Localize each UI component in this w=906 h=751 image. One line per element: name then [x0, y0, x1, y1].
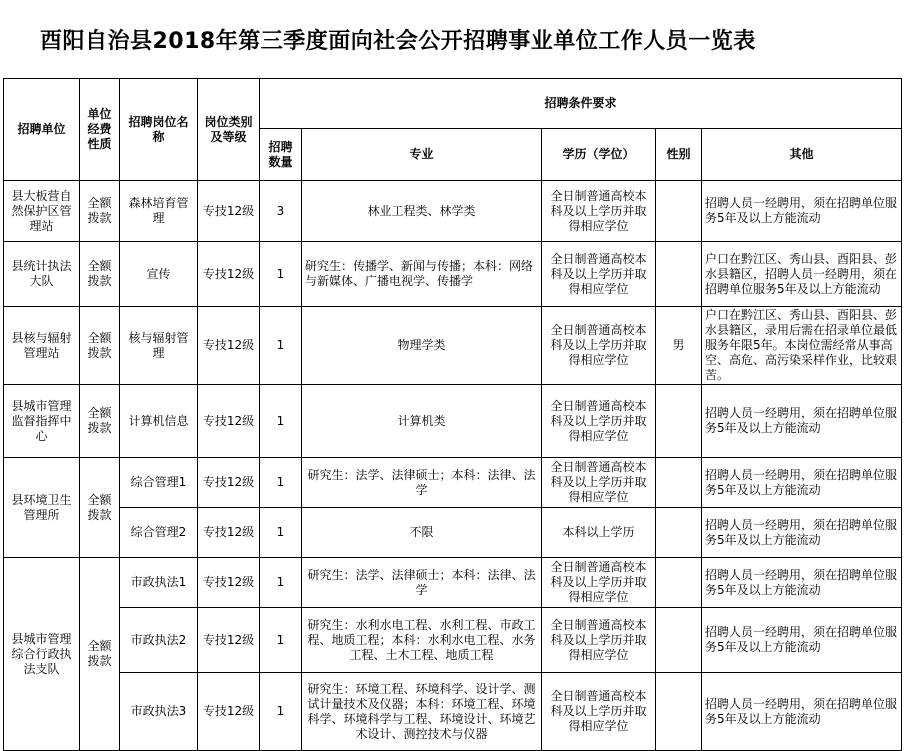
cell-position: 宣传 — [120, 242, 198, 307]
cell-gender — [656, 558, 702, 608]
header-major: 专业 — [302, 129, 542, 181]
cell-major: 不限 — [302, 508, 542, 558]
table-row — [4, 458, 902, 508]
cell-position: 核与辐射管理 — [120, 307, 198, 385]
cell-quantity: 1 — [260, 242, 302, 307]
cell-unit: 县城市管理综合行政执法支队 — [4, 558, 80, 751]
cell-funding: 全额拨款 — [80, 181, 120, 242]
cell-gender: 男 — [656, 307, 702, 385]
cell-other: 户口在黔江区、秀山县、酉阳县、彭水县籍区，招聘人员一经聘用，须在招聘单位服务5年及以上方能流动 — [702, 242, 902, 307]
header-row-1 — [4, 79, 902, 129]
table-row — [4, 558, 902, 608]
cell-major: 林业工程类、林学类 — [302, 181, 542, 242]
cell-other: 招聘人员一经聘用，须在招聘单位服务5年及以上方能流动 — [702, 181, 902, 242]
cell-gender — [656, 181, 702, 242]
cell-gender — [656, 673, 702, 751]
cell-education: 全日制普通高校本科及以上学历并取得相应学位 — [542, 558, 656, 608]
cell-quantity: 1 — [260, 385, 302, 458]
cell-category: 专技12级 — [198, 385, 260, 458]
table-row — [4, 307, 902, 385]
cell-unit: 县核与辐射管理站 — [4, 307, 80, 385]
cell-major: 物理学类 — [302, 307, 542, 385]
cell-education: 全日制普通高校本科及以上学历并取得相应学位 — [542, 608, 656, 673]
cell-other: 招聘人员一经聘用，须在招聘单位服务5年及以上方能流动 — [702, 673, 902, 751]
cell-position: 综合管理1 — [120, 458, 198, 508]
cell-unit: 县环境卫生管理所 — [4, 458, 80, 558]
cell-quantity: 3 — [260, 181, 302, 242]
header-education: 学历（学位） — [542, 129, 656, 181]
cell-major: 研究生：环境工程、环境科学、设计学、测试计量技术及仪器；本科：环境工程、环境科学、环境科学与工程、环境设计、环境艺术设计、测控技术与仪器 — [302, 673, 542, 751]
cell-category: 专技12级 — [198, 673, 260, 751]
cell-other: 招聘人员一经聘用，须在招聘单位服务5年及以上方能流动 — [702, 608, 902, 673]
cell-funding: 全额拨款 — [80, 307, 120, 385]
cell-major: 研究生：法学、法律硕士；本科：法律、法学 — [302, 558, 542, 608]
table-row — [4, 385, 902, 458]
cell-other: 招聘人员一经聘用，须在招聘单位服务5年及以上方能流动 — [702, 458, 902, 508]
header-category: 岗位类别及等级 — [198, 79, 260, 181]
table-row — [4, 508, 902, 558]
cell-gender — [656, 508, 702, 558]
cell-gender — [656, 385, 702, 458]
cell-category: 专技12级 — [198, 558, 260, 608]
header-conditions: 招聘条件要求 — [260, 79, 902, 129]
cell-quantity: 1 — [260, 508, 302, 558]
cell-funding: 全额拨款 — [80, 242, 120, 307]
cell-category: 专技12级 — [198, 181, 260, 242]
cell-position: 计算机信息 — [120, 385, 198, 458]
cell-funding: 全额拨款 — [80, 558, 120, 751]
cell-quantity: 1 — [260, 673, 302, 751]
cell-education: 全日制普通高校本科及以上学历并取得相应学位 — [542, 181, 656, 242]
cell-quantity: 1 — [260, 558, 302, 608]
cell-category: 专技12级 — [198, 608, 260, 673]
cell-education: 全日制普通高校本科及以上学历并取得相应学位 — [542, 307, 656, 385]
page-title: 酉阳自治县2018年第三季度面向社会公开招聘事业单位工作人员一览表 — [40, 29, 756, 54]
header-position: 招聘岗位名称 — [120, 79, 198, 181]
cell-position: 市政执法1 — [120, 558, 198, 608]
cell-position: 森林培育管理 — [120, 181, 198, 242]
cell-category: 专技12级 — [198, 458, 260, 508]
cell-other: 招聘人员一经聘用，须在招聘单位服务5年及以上方能流动 — [702, 385, 902, 458]
cell-major: 研究生：传播学、新闻与传播；本科：网络与新媒体、广播电视学、传播学 — [302, 242, 542, 307]
cell-unit: 县城市管理监督指挥中心 — [4, 385, 80, 458]
cell-gender — [656, 608, 702, 673]
cell-category: 专技12级 — [198, 242, 260, 307]
cell-category: 专技12级 — [198, 508, 260, 558]
cell-position: 市政执法2 — [120, 608, 198, 673]
cell-education: 全日制普通高校本科及以上学历并取得相应学位 — [542, 458, 656, 508]
table-row — [4, 673, 902, 751]
header-quantity: 招聘数量 — [260, 129, 302, 181]
table-row — [4, 181, 902, 242]
cell-education: 本科以上学历 — [542, 508, 656, 558]
table-row — [4, 608, 902, 673]
header-unit: 招聘单位 — [4, 79, 80, 181]
cell-education: 全日制普通高校本科及以上学历并取得相应学位 — [542, 242, 656, 307]
header-other: 其他 — [702, 129, 902, 181]
header-gender: 性别 — [656, 129, 702, 181]
table-row — [4, 242, 902, 307]
cell-unit: 县大板营自然保护区管理站 — [4, 181, 80, 242]
cell-education: 全日制普通高校本科及以上学历并取得相应学位 — [542, 385, 656, 458]
header-funding: 单位经费性质 — [80, 79, 120, 181]
cell-quantity: 1 — [260, 458, 302, 508]
cell-gender — [656, 242, 702, 307]
cell-education: 全日制普通高校本科及以上学历并取得相应学位 — [542, 673, 656, 751]
cell-position: 综合管理2 — [120, 508, 198, 558]
cell-unit: 县统计执法大队 — [4, 242, 80, 307]
cell-major: 研究生：水利水电工程、水利工程、市政工程、地质工程；本科：水利水电工程、水务工程、土木工程、地质工程 — [302, 608, 542, 673]
cell-category: 专技12级 — [198, 307, 260, 385]
cell-quantity: 1 — [260, 307, 302, 385]
cell-other: 招聘人员一经聘用，须在招聘单位服务5年及以上方能流动 — [702, 558, 902, 608]
cell-position: 市政执法3 — [120, 673, 198, 751]
cell-gender — [656, 458, 702, 508]
cell-funding: 全额拨款 — [80, 458, 120, 558]
cell-other: 招聘人员一经聘用，须在招聘单位服务5年及以上方能流动 — [702, 508, 902, 558]
cell-major: 计算机类 — [302, 385, 542, 458]
cell-funding: 全额拨款 — [80, 385, 120, 458]
recruitment-table — [3, 78, 902, 751]
cell-other: 户口在黔江区、秀山县、酉阳县、彭水县籍区，录用后需在招录单位最低服务年限5年。本岗位需经常从事高空、高危、高污染采样作业，比较艰苦。 — [702, 307, 902, 385]
cell-major: 研究生：法学、法律硕士；本科：法律、法学 — [302, 458, 542, 508]
cell-quantity: 1 — [260, 608, 302, 673]
